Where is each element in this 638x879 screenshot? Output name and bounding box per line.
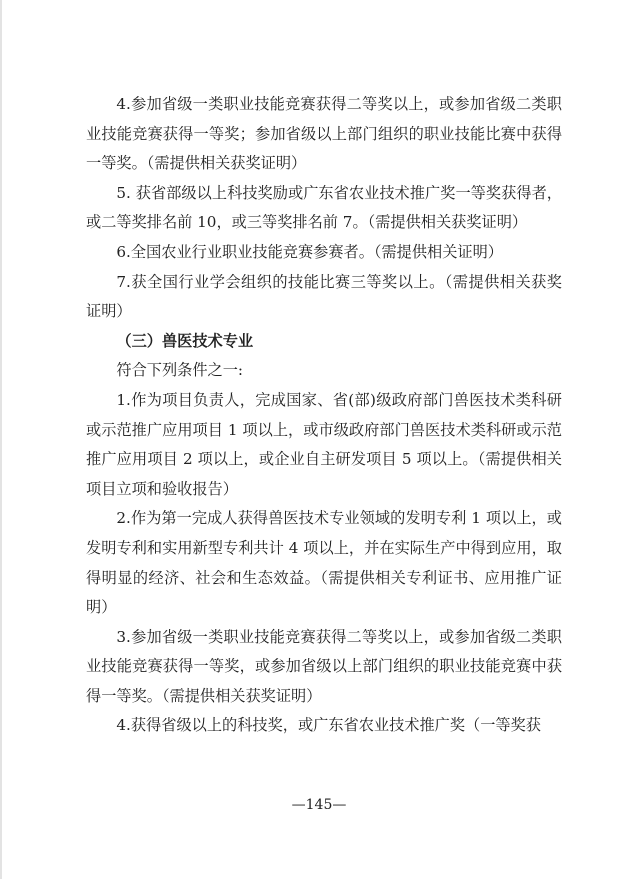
paragraph-item-4: 4.参加省级一类职业技能竞赛获得二等奖以上，或参加省级二类职业技能竞赛获得一等奖；参加省级以上部门组织的职业技能比赛中获得一等奖。（需提供相关获奖证明）	[86, 95, 562, 173]
page-number: —145—	[291, 797, 347, 813]
section-item-2: 2.作为第一完成人获得兽医技术专业领域的发明专利 1 项以上，或发明专利和实用新型专利共计 4 项以上，并在实际生产中得到应用，取得明显的经济、社会和生态效益。（需提供相关专利证书、应用推广证明）	[86, 509, 562, 617]
paragraph-item-5: 5. 获省部级以上科技奖励或广东省农业技术推广奖一等奖获得者，或二等奖排名前 10，或三等奖排名前 7。（需提供相关获奖证明）	[86, 183, 562, 232]
section-intro: 符合下列条件之一:	[116, 361, 244, 380]
page-edge	[0, 0, 2, 879]
paragraph-item-7: 7.获全国行业学会组织的技能比赛三等奖以上。（需提供相关获奖证明）	[86, 272, 562, 321]
paragraph-item-6: 6.全国农业行业职业技能竞赛参赛者。（需提供相关证明）	[116, 242, 503, 261]
section-heading: （三）兽医技术专业	[116, 331, 254, 350]
section-item-3: 3.参加省级一类职业技能竞赛获得二等奖以上，或参加省级二类职业技能竞赛获得一等奖，或参加省级以上部门组织的职业技能竞赛中获得一等奖。（需提供相关获奖证明）	[86, 627, 562, 705]
document-body	[86, 90, 562, 741]
section-item-4: 4.获得省级以上的科技奖，或广东省农业技术推广奖（一等奖获	[116, 716, 541, 735]
section-item-1: 1.作为项目负责人，完成国家、省(部)级政府部门兽医技术类科研或示范推广应用项目 1 项以上，或市级政府部门兽医技术类科研或示范推广应用项目 2 项以上，或企业自主研发项目 5 项以上。（需提供相关项目立项和验收报告）	[86, 390, 562, 498]
